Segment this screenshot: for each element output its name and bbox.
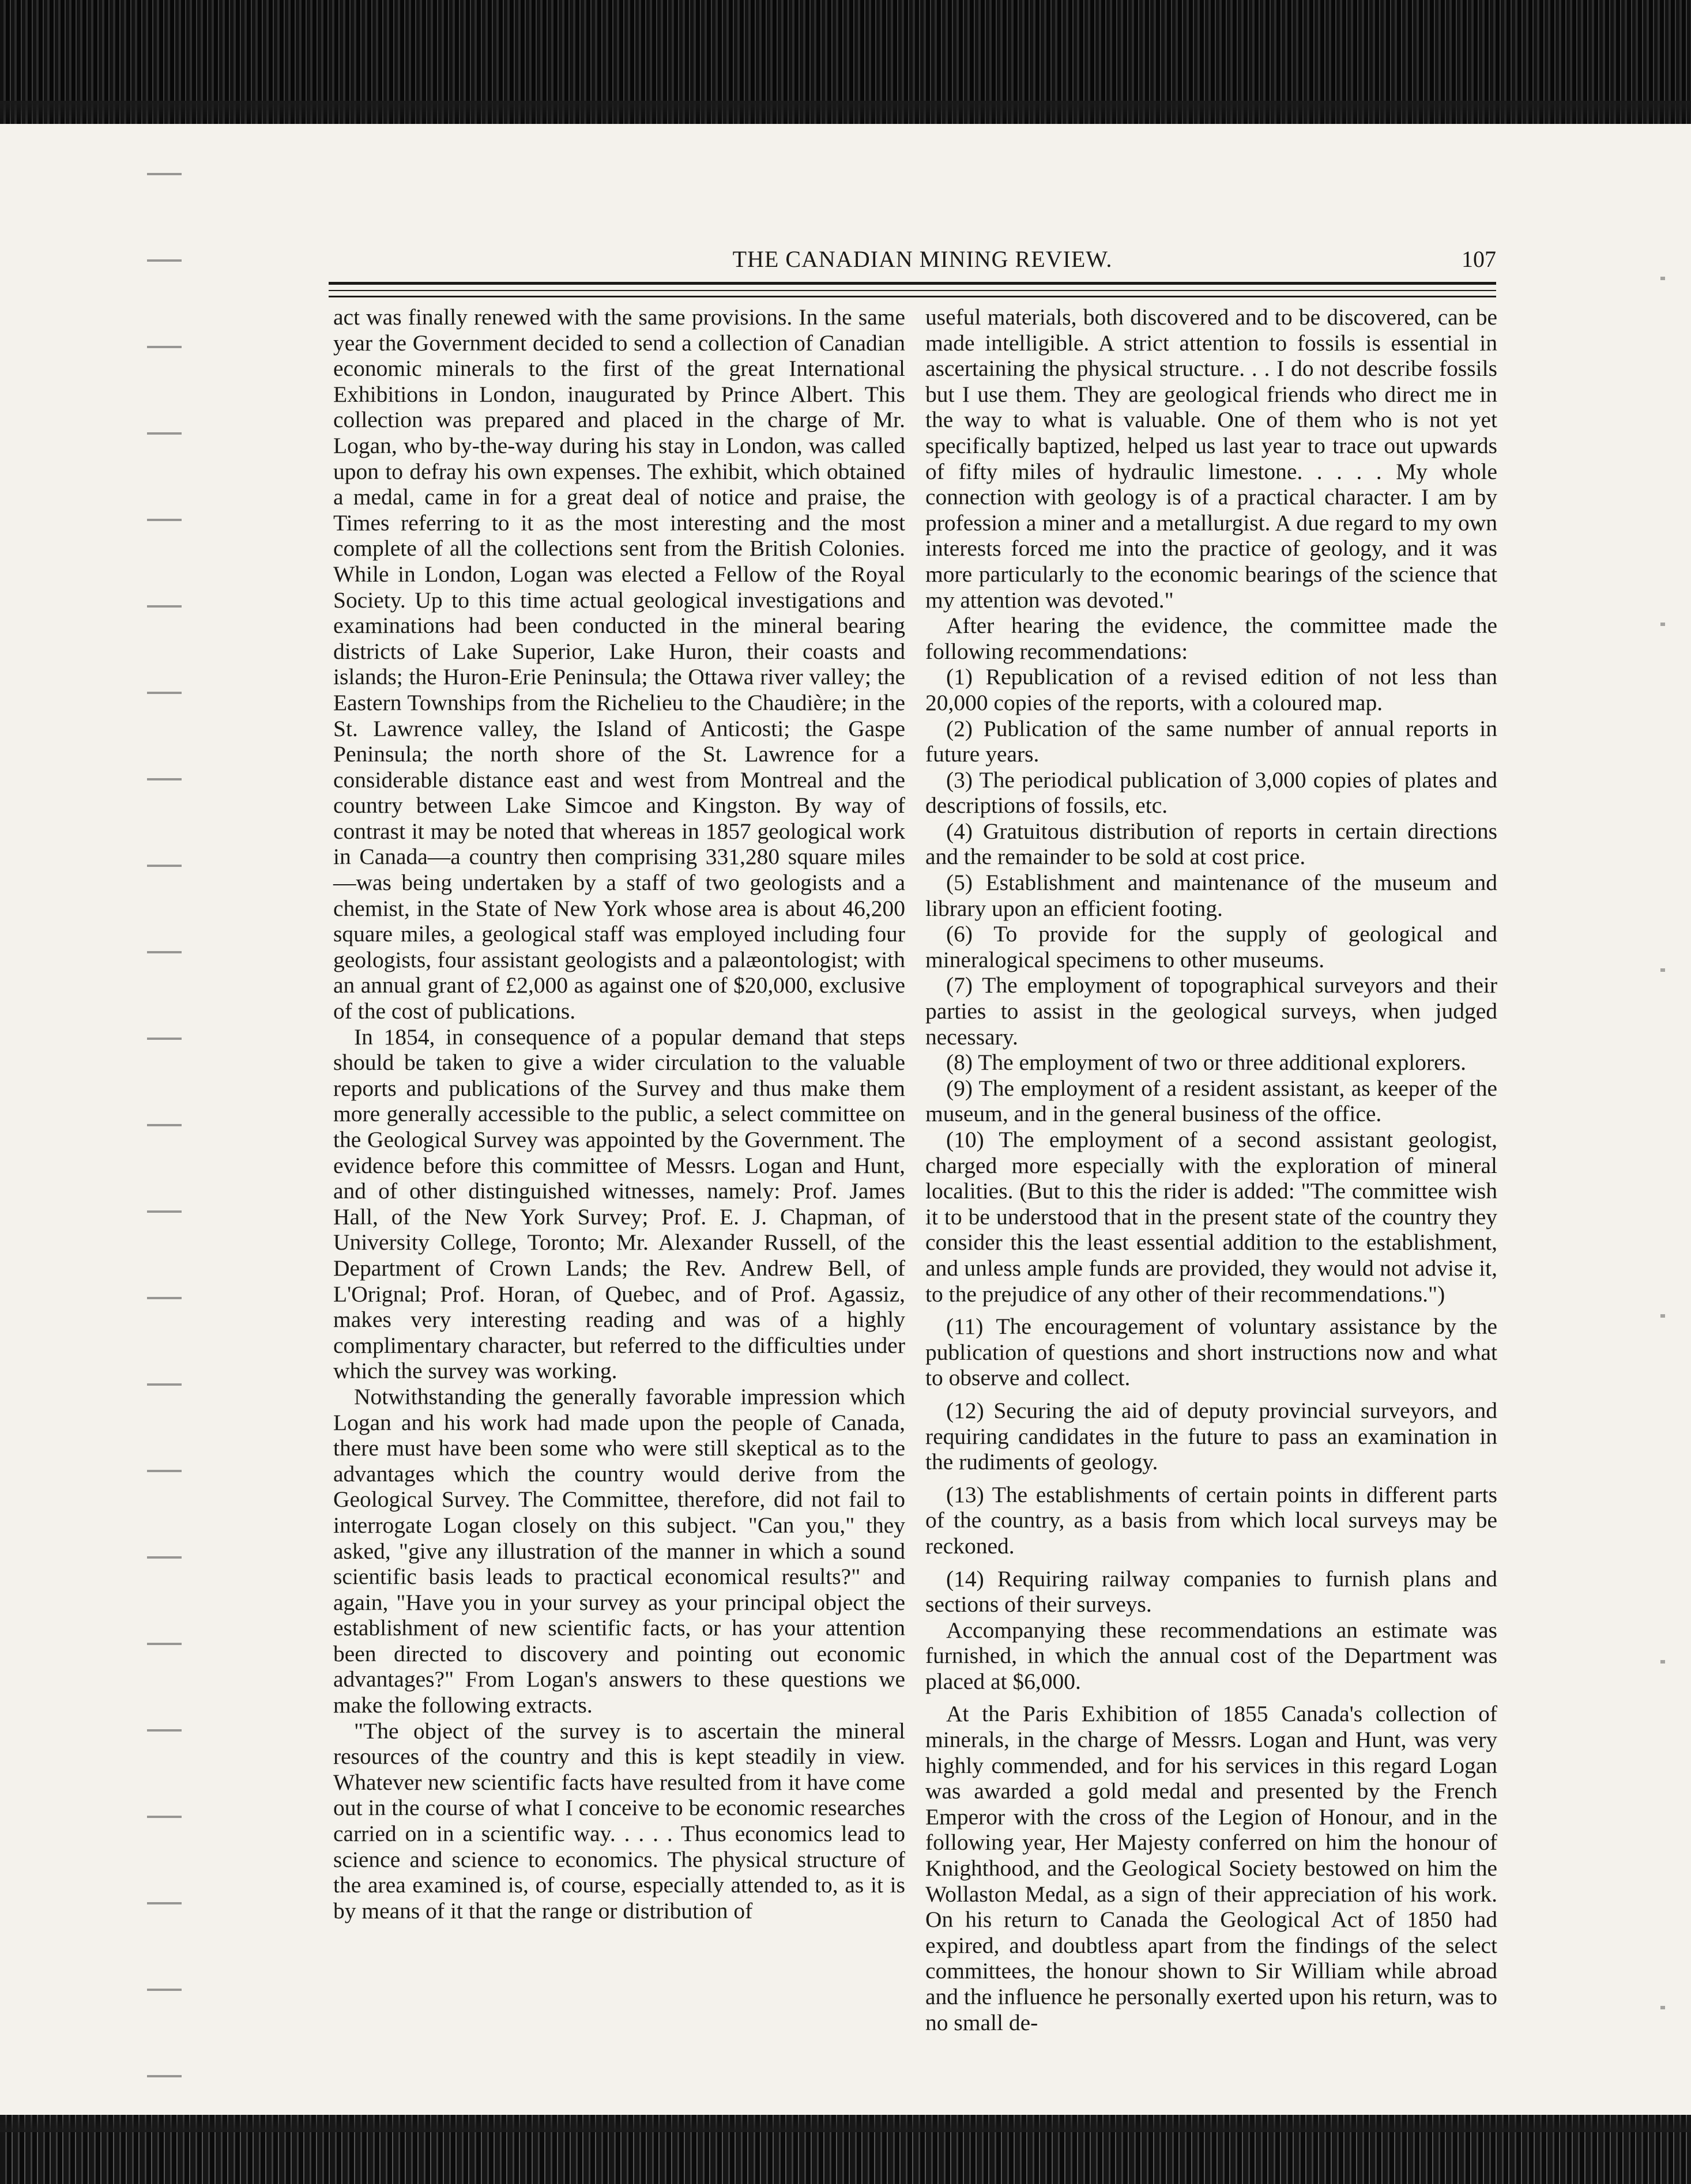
recommendation-item: (8) The employment of two or three additional explorers. [946,1050,1467,1076]
scan-border-top [0,0,1691,124]
right-column [925,304,1497,2035]
recommendation-item: (2) Publication of the same number of annual reports in future years. [925,715,1497,767]
paragraph: After hearing the evidence, the committee made the following recommendations: [925,613,1497,664]
header-rule [329,290,1496,291]
paragraph: In 1854, in consequence of a popular demand that steps should be taken to give a wider circulation to the valuable reports and publications of the Survey and thus make them more generally accessible to the public, a select committee on the Geological Survey was appointed by the Government. The evidence before this committee of Messrs. Logan and Hunt, and of other distinguished witnesses, namely: Prof. James Hall, of the New York Survey; Prof. E. J. Chapman, of University College, Toronto; Mr. Alexander Russell, of the Department of Crown Lands; the Rev. Andrew Bell, of L'Orignal; Prof. Horan, of Quebec, and of Prof. Agassiz, makes very interesting reading and was of a highly complimentary character, but referred to the difficulties under which the survey was working. [333,1024,905,1384]
recommendation-item: (10) The employment of a second assistant geologist, charged more especially with the exploration of mineral localities. (But to this the rider is added: "The committee wish it to be understood that in the present state of the country they consider this the least essential addition to the establishment, and unless ample funds are provided, they would not advise it, to the prejudice of any other of their recommendations.") [925,1127,1497,1307]
left-column [333,304,905,1923]
paragraph: "The object of the survey is to ascertain the mineral resources of the country and this is kept steadily in view. Whatever new scientific facts have resulted from it have come out in the course of what I conceive to be economic researches carried on in a scientific way. . . . . Thus economics lead to science and science to economics. The physical structure of the area examined is, of course, especially attended to, as it is by means of it that the range or distribution of [333,1718,905,1923]
paragraph: At the Paris Exhibition of 1855 Canada's collection of minerals, in the charge of Messrs. Logan and Hunt, was very highly commended, and for his services in this regard Logan was awarded a gold medal and presented by the French Emperor with the cross of the Legion of Honour, and in the following year, Her Majesty conferred on him the honour of Knighthood, and the Geological Society bestowed on him the Wollaston Medal, as a sign of their appreciation of his work. On his return to Canada the Geological Act of 1850 had expired, and doubtless apart from the findings of the select committees, the honour shown to Sir William while abroad and the influence he personally exerted upon his return, was to no small de- [925,1701,1497,2035]
page-header [329,242,1496,277]
recommendation-item: (5) Establishment and maintenance of the museum and library upon an efficient footing. [925,870,1497,921]
recommendation-item: (14) Requiring railway companies to furnish plans and sections of their surveys. [925,1566,1497,1617]
paragraph: act was finally renewed with the same provisions. In the same year the Government decided to send a collection of Canadian economic minerals to the first of the great International Exhibitions in London, inaugurated by Prince Albert. This collection was prepared and placed in the charge of Mr. Logan, who by-the-way during his stay in London, was called upon to defray his own expenses. The exhibit, which obtained a medal, came in for a great deal of notice and praise, the Times referring to it as the most interesting and the most complete of all the collections sent from the British Colonies. While in London, Logan was elected a Fellow of the Royal Society. Up to this time actual geological investigations and examinations had been conducted in the mineral bearing districts of Lake Superior, Lake Huron, their coasts and islands; the Huron-Erie Peninsula; the Ottawa river valley; the Eastern Townships from the Richelieu to the Chaudière; in the St. Lawrence valley, the Island of Anticosti; the Gaspe Peninsula; the north shore of the St. Lawrence for a considerable distance east and west from Montreal and the country between Lake Simcoe and Kingston. By way of contrast it may be noted that whereas in 1857 geological work in Canada—a country then comprising 331,280 square miles—was being undertaken by a staff of two geologists and a chemist, in the State of New York whose area is about 46,200 square miles, a geological staff was employed including four geologists, four assistant geologists and a palæontologist; with an annual grant of £2,000 as against one of $20,000, exclusive of the cost of publications. [333,304,905,1024]
running-title: THE CANADIAN MINING REVIEW. [732,246,1113,272]
recommendation-item: (6) To provide for the supply of geological and mineralogical specimens to other museums. [925,921,1497,972]
recommendation-item: (7) The employment of topographical surveyors and their parties to assist in the geological surveys, when judged necessary. [925,972,1497,1050]
recommendation-item: (12) Securing the aid of deputy provincial surveyors, and requiring candidates in the future to pass an examination in the rudiments of geology. [925,1397,1497,1475]
paragraph: Notwithstanding the generally favorable impression which Logan and his work had made upon the people of Canada, there must have been some who were still skeptical as to the advantages which the country would derive from the Geological Survey. The Committee, therefore, did not fail to interrogate Logan closely on this subject. "Can you," they asked, "give any illustration of the manner in which a sound scientific basis leads to practical economical results?" and again, "Have you in your survey as your principal object the establishment of new scientific facts, or has your attention been directed to discovery and pointing out economic advantages?" From Logan's answers to these questions we make the following extracts. [333,1383,905,1718]
recommendation-item: (9) The employment of a resident assistant, as keeper of the museum, and in the general business of the office. [925,1075,1497,1127]
recommendation-item: (4) Gratuitous distribution of reports in certain directions and the remainder to be sold at cost price. [925,818,1497,870]
scan-border-bottom [0,2115,1691,2184]
scan-margin-marks-right [1660,150,1665,2110]
header-rule [329,296,1496,297]
recommendation-item: (1) Republication of a revised edition of not less than 20,000 copies of the reports, with a coloured map. [925,664,1497,715]
header-rule [329,282,1496,285]
scan-margin-marks-left [147,138,182,2110]
page-number: 107 [1462,246,1496,272]
recommendation-item: (13) The establishments of certain points in different parts of the country, as a basis from which local surveys may be reckoned. [925,1481,1497,1559]
recommendation-item: (11) The encouragement of voluntary assistance by the publication of questions and short instructions now and what to observe and collect. [925,1314,1497,1391]
recommendation-item: (3) The periodical publication of 3,000 copies of plates and descriptions of fossils, etc. [925,767,1497,818]
paragraph: Accompanying these recommendations an estimate was furnished, in which the annual cost of the Department was placed at $6,000. [925,1617,1497,1694]
paragraph: useful materials, both discovered and to be discovered, can be made intelligible. A strict attention to fossils is essential in ascertaining the physical structure. . . I do not describe fossils but I use them. They are geological friends who direct me in the way to what is valuable. One of them who is not yet specifically baptized, helped us last year to trace out upwards of fifty miles of hydraulic limestone. . . . . My whole connection with geology is of a practical character. I am by profession a miner and a metallurgist. A due regard to my own interests forced me into the practice of geology, and it was more particularly to the economic bearings of the science that my attention was devoted." [925,304,1497,613]
